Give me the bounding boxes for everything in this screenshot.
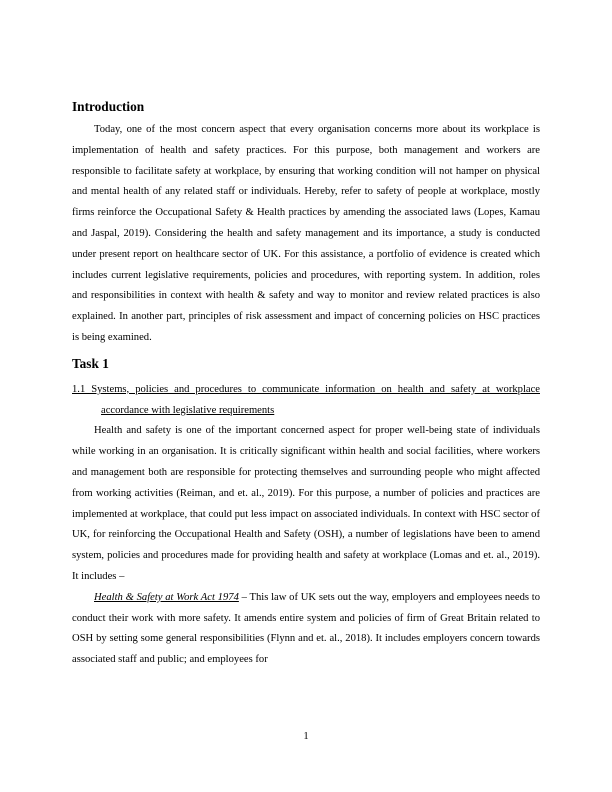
introduction-paragraph: Today, one of the most concern aspect that every organisation concerns more about its workplace is implementation of health and safety practices. For this purpose, both management and workers are responsible to facilitate safety at workplace, by ensuring that working condition will not hamper on physical and mental health of any related staff or individuals. Hereby, refer to safety of people at workplace, mostly firms reinforce the Occupational Safety & Health practices by amending the associated laws (Lopes, Kamau and Jaspal, 2019). Considering the health and safety management and its importance, a study is conducted under present report on healthcare sector of UK. For this assistance, a portfolio of evidence is created which includes current legislative requirements, policies and procedures, with reporting system. In addition, roles and responsibilities in context with health & safety and way to monitor and review related practices is also explained. In another part, principles of risk assessment and impact of concerning policies on HSC practices is being examined.	[72, 124, 540, 343]
section-1-1-paragraph: Health and safety is one of the important concerned aspect for proper well-being state of individuals while working in an organisation. It is critically significant within health and social facilities, where workers and management both are responsible for protecting themselves and surrounding people who might affected from working activities (Reiman, and et. al., 2019). For this purpose, a number of policies and practices are implemented at workplace, that could put less impact on associated individuals. In context with HSC sector of UK, for reinforcing the Occupational Health and Safety (OSH), a number of legislations have been to amend system, policies and procedures made for providing health and safety at workplace (Lomas and et. al., 2019). It includes –	[72, 425, 540, 582]
introduction-heading: Introduction	[72, 99, 145, 114]
task-1-heading: Task 1	[72, 355, 109, 371]
health-safety-act-text: – This law of UK sets out the way, employers and employees needs to conduct their work with more safety. It amends entire system and policies of firm of Great Britain related to OSH by setting some general responsibilities (Flynn and et. al., 2018). It includes employers concern towards associated staff and public; and employees for	[72, 591, 540, 666]
health-safety-act-title: Health & Safety at Work Act 1974	[94, 591, 239, 603]
section-1-1-subheading: 1.1 Systems, policies and procedures to communicate information on health and safety at workplace accordance with legislative requirements	[72, 383, 540, 416]
page-number: 1	[303, 731, 309, 742]
health-safety-act-paragraph	[72, 588, 540, 671]
page-content	[72, 99, 540, 671]
